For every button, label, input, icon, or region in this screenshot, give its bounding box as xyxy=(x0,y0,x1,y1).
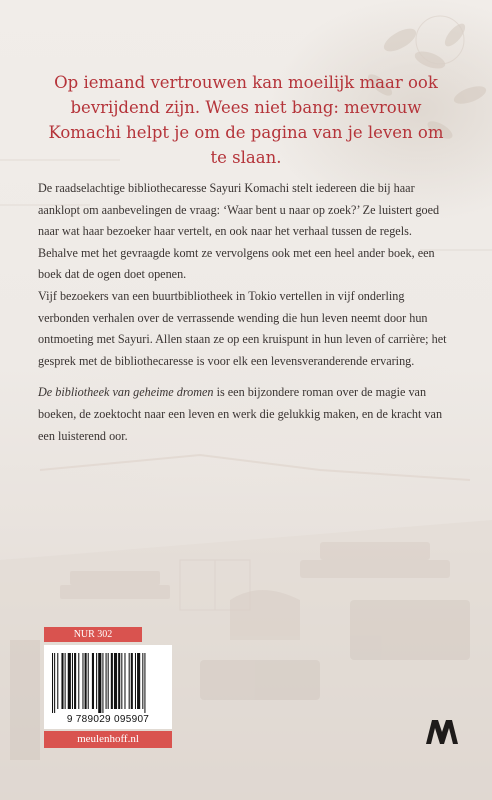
barcode-bar xyxy=(82,653,83,709)
barcode-bar xyxy=(135,653,136,709)
barcode-bar xyxy=(106,653,107,709)
description-paragraph-1: De raadselachtige bibliothecaresse Sayuri Komachi stelt iedereen die bij haar aanklopt om aanbevelingen de vraag: ‘Waar bent u naar op zoek?’ Ze luistert goed naar wat haar bezoeker haar vertelt, en ook naar het verhaal tussen de regels. Behalve met het gevraagde komt ze vervolgens ook met een heel ander boek, een boek dat de ogen doet openen. xyxy=(38,181,440,282)
barcode-bar xyxy=(96,653,97,709)
nur-label: NUR 302 xyxy=(44,627,142,642)
book-title: De bibliotheek van geheime dromen xyxy=(38,385,214,400)
barcode-bar xyxy=(68,653,71,709)
meulenhoff-logo-icon xyxy=(424,716,460,746)
barcode-bar xyxy=(121,653,122,709)
barcode-bar xyxy=(142,653,143,709)
barcode-bar xyxy=(124,653,125,709)
barcode-bar xyxy=(65,653,66,709)
barcode-bar xyxy=(78,653,79,709)
barcode xyxy=(44,645,172,729)
barcode-bar xyxy=(129,653,130,709)
isbn-number: 9 789029 095907 xyxy=(66,714,150,725)
description-paragraph-3-text: is een bijzondere roman over de magie van boeken, de zoektocht naar een leven en werk die gelukkig maken, en de kracht van een luisterend oor. xyxy=(38,385,443,443)
description-paragraph-2: Vijf bezoekers van een buurtbibliotheek in Tokio vertellen in vijf onderling verbonden verhalen over de verrassende wending die hun leven neemt door hun ontmoeting met Sayuri. Allen staan ze op een kruispunt in hun leven of carrière; het gesprek met de bibliothecaresse is voor elk een levensveranderende ervaring. xyxy=(38,288,447,368)
barcode-bars xyxy=(52,653,164,713)
barcode-bar xyxy=(85,653,87,709)
barcode-bar xyxy=(72,653,73,709)
tagline: Op iemand vertrouwen kan moeilijk maar ook bevrijdend zijn. Wees niet bang: mevrouw Komachi helpt je om de pagina van je leven om te slaan. xyxy=(48,73,444,167)
description-paragraph-3 xyxy=(38,382,454,447)
barcode-bar xyxy=(54,653,55,713)
barcode-bar xyxy=(131,653,133,709)
publisher-url: meulenhoff.nl xyxy=(44,731,172,748)
description xyxy=(38,178,454,447)
barcode-bar xyxy=(52,653,53,713)
barcode-bar xyxy=(102,653,103,713)
barcode-bar xyxy=(98,653,101,713)
barcode-bar xyxy=(137,653,140,709)
barcode-bar xyxy=(57,653,58,709)
barcode-bar xyxy=(111,653,113,709)
barcode-bar xyxy=(74,653,76,709)
barcode-bar xyxy=(92,653,94,709)
barcode-bar xyxy=(144,653,145,713)
barcode-bar xyxy=(108,653,109,709)
barcode-bar xyxy=(114,653,117,709)
barcode-bar xyxy=(61,653,63,709)
barcode-bar xyxy=(118,653,120,709)
barcode-bar xyxy=(88,653,89,709)
